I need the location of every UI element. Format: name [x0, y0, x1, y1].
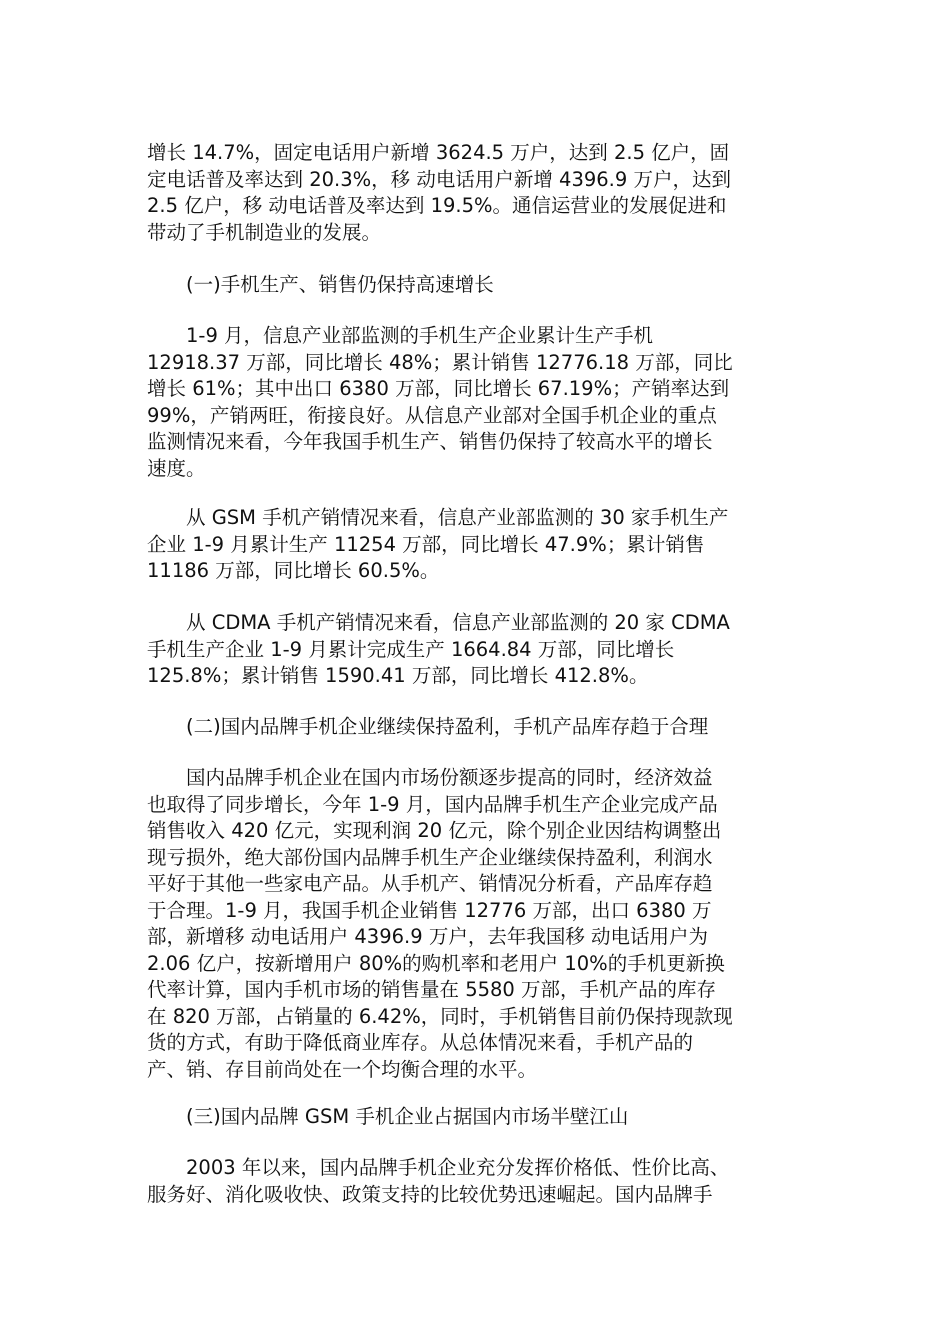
paragraph-domestic-brands [147, 1155, 812, 1208]
text-line: 定电话普及率达到 20.3%，移 动电话用户新增 4396.9 万户，达到 [147, 167, 731, 191]
paragraph-gsm [147, 505, 812, 585]
paragraph-telecom-growth [147, 140, 812, 246]
text-line: 产、销、存目前尚处在一个均衡合理的水平。 [147, 1057, 538, 1081]
text-line: 125.8%；累计销售 1590.41 万部，同比增长 412.8%。 [147, 664, 649, 687]
text-line: 增长 61%；其中出口 6380 万部，同比增长 67.19%；产销率达到 [147, 377, 730, 400]
text-line: 现亏损外，绝大部份国内品牌手机生产企业继续保持盈利，利润水 [147, 845, 713, 869]
text-line: 12918.37 万部，同比增长 48%；累计销售 12776.18 万部，同比 [147, 350, 733, 374]
heading-text: (三)国内品牌 GSM 手机企业占据国内市场半壁江山 [147, 1105, 629, 1128]
text-line: 2.06 亿户，按新增用户 80%的购机率和老用户 10%的手机更新换 [147, 951, 725, 975]
paragraph-production-sales [147, 323, 812, 482]
text-line: 代率计算，国内手机市场的销售量在 5580 万部，手机产品的库存 [147, 978, 717, 1001]
text-line: 货的方式，有助于降低商业库存。从总体情况来看，手机产品的 [147, 1031, 694, 1054]
text-line: 2.5 亿户，移 动电话普及率达到 19.5%。通信运营业的发展促进和 [147, 194, 727, 217]
text-line: 平好于其他一些家电产品。从手机产、销情况分析看，产品库存趋 [147, 872, 713, 895]
text-line: 速度。 [147, 456, 206, 480]
section-heading-3 [147, 1104, 812, 1131]
text-line: 国内品牌手机企业在国内市场份额逐步提高的同时，经济效益 [147, 766, 713, 789]
text-line: 1-9 月，信息产业部监测的手机生产企业累计生产手机 [147, 324, 654, 347]
text-line: 带动了手机制造业的发展。 [147, 220, 382, 244]
paragraph-profit-inventory [147, 765, 812, 1083]
text-line: 11186 万部，同比增长 60.5%。 [147, 559, 440, 582]
text-line: 监测情况来看，今年我国手机生产、销售仍保持了较高水平的增长 [147, 430, 713, 453]
text-line: 从 GSM 手机产销情况来看，信息产业部监测的 30 家手机生产 [147, 506, 729, 529]
text-line: 企业 1-9 月累计生产 11254 万部，同比增长 47.9%；累计销售 [147, 532, 705, 556]
text-line: 服务好、消化吸收快、政策支持的比较优势迅速崛起。国内品牌手 [147, 1182, 713, 1206]
text-line: 于合理。1-9 月，我国手机企业销售 12776 万部，出口 6380 万 [147, 898, 712, 922]
heading-text: (一)手机生产、销售仍保持高速增长 [147, 273, 494, 296]
section-heading-1 [147, 272, 812, 299]
text-line: 99%，产销两旺，衔接良好。从信息产业部对全国手机企业的重点 [147, 403, 717, 427]
section-heading-2 [147, 714, 812, 741]
text-line: 2003 年以来，国内品牌手机企业充分发挥价格低、性价比高、 [147, 1156, 730, 1179]
paragraph-cdma [147, 610, 812, 690]
text-line: 部，新增移 动电话用户 4396.9 万户，去年我国移 动电话用户为 [147, 925, 709, 948]
text-line: 手机生产企业 1-9 月累计完成生产 1664.84 万部，同比增长 [147, 637, 675, 661]
text-line: 在 820 万部，占销量的 6.42%，同时，手机销售目前仍保持现款现 [147, 1004, 733, 1028]
text-line: 增长 14.7%，固定电话用户新增 3624.5 万户，达到 2.5 亿户，固 [147, 141, 730, 164]
text-line: 从 CDMA 手机产销情况来看，信息产业部监测的 20 家 CDMA [147, 611, 730, 634]
heading-text: (二)国内品牌手机企业继续保持盈利，手机产品库存趋于合理 [147, 715, 709, 738]
text-line: 销售收入 420 亿元，实现利润 20 亿元，除个别企业因结构调整出 [147, 819, 722, 842]
text-line: 也取得了同步增长，今年 1-9 月，国内品牌手机生产企业完成产品 [147, 792, 718, 816]
